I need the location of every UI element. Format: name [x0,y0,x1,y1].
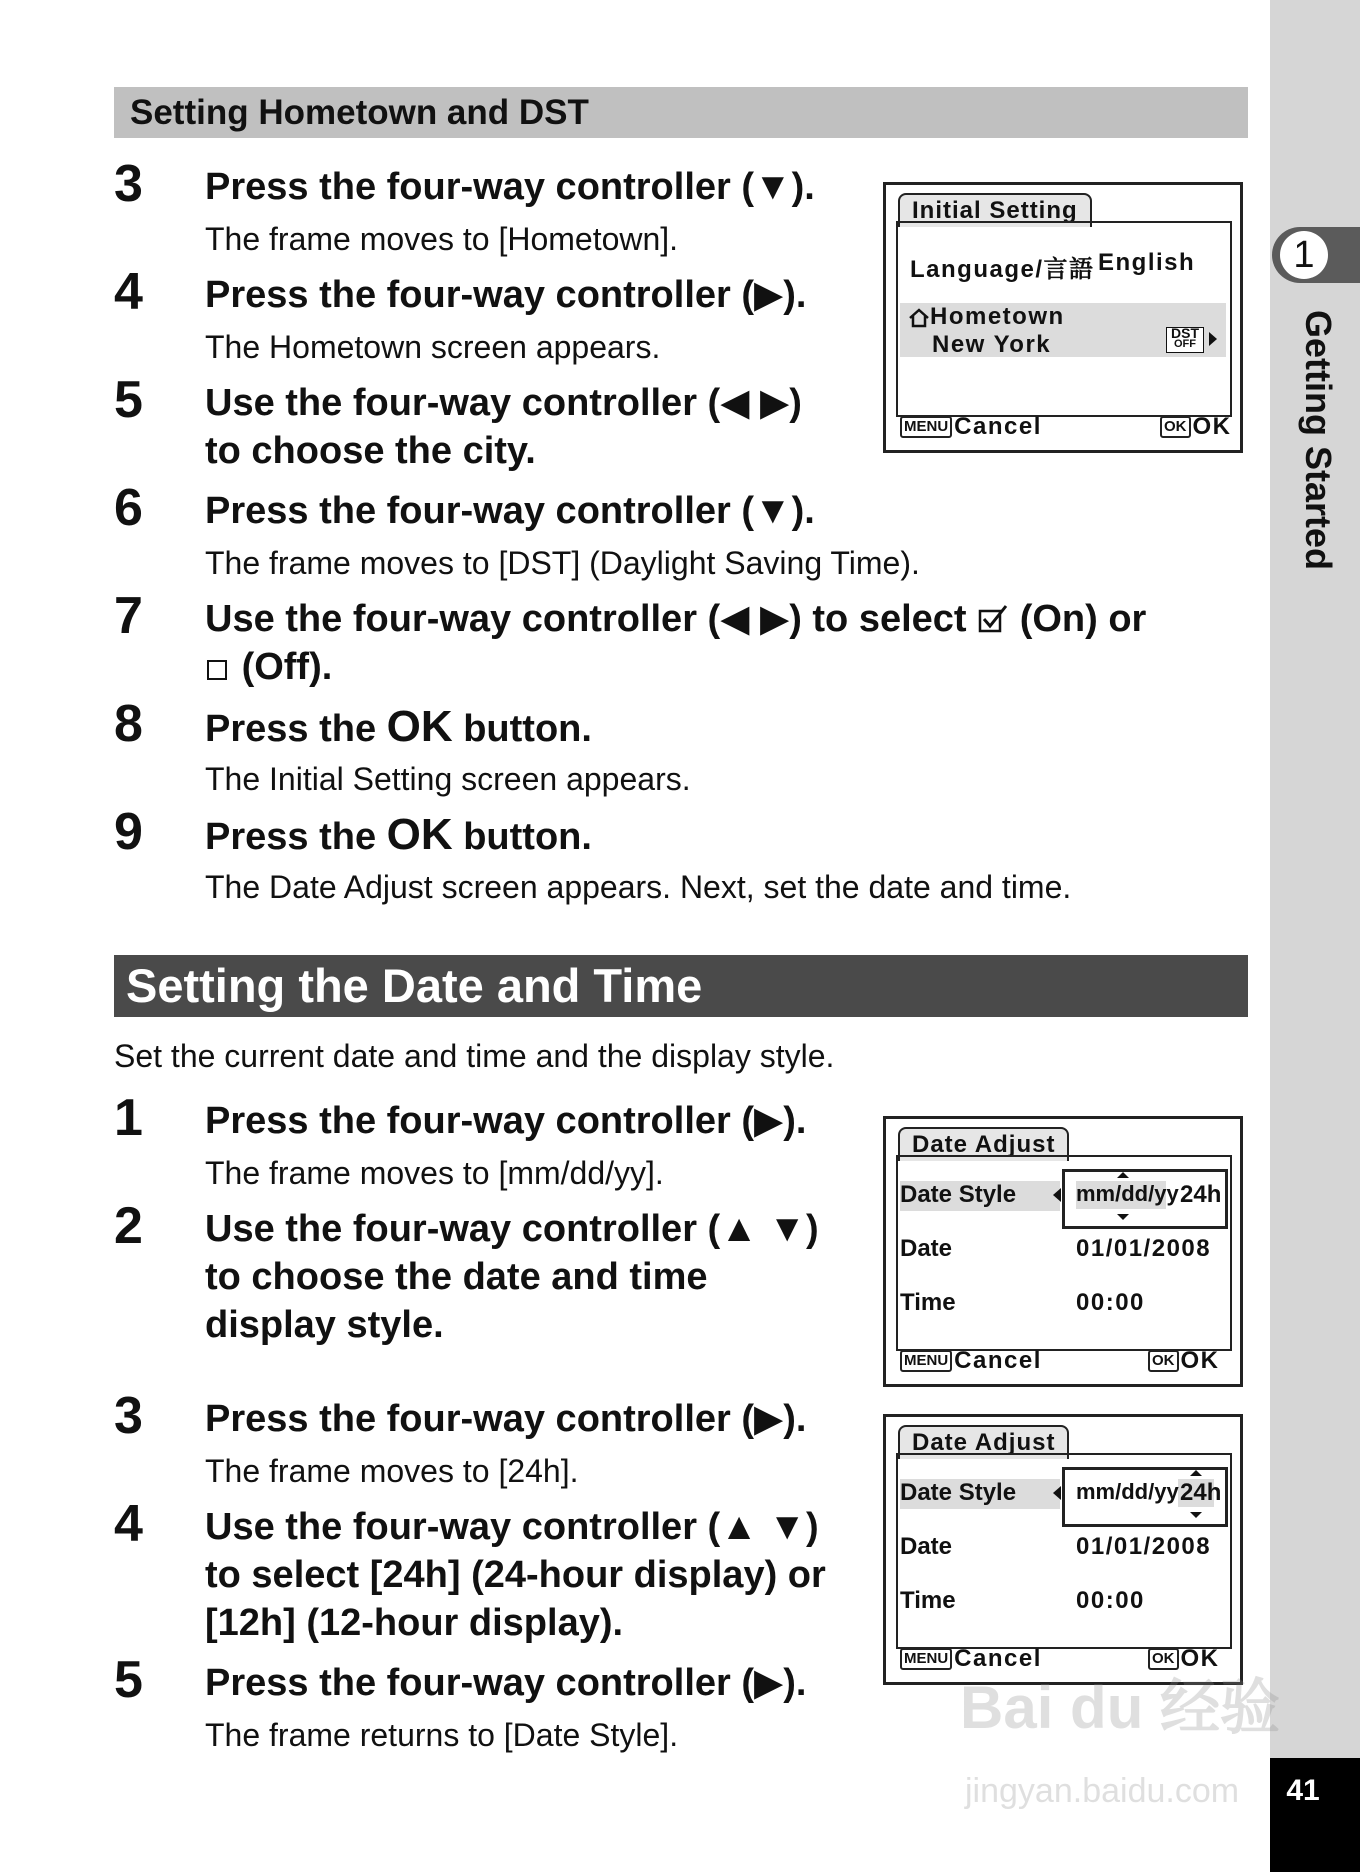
up-arrow-icon [1189,1469,1203,1477]
date-value: 01/01/2008 [1076,1235,1212,1262]
cancel-hint: MENU Cancel [900,1347,1042,1375]
ok-hint: OK OK [1160,413,1232,441]
time-value: 00:00 [1076,1289,1145,1316]
step-title: Press the four-way controller (▶). [205,1662,807,1704]
step-description: The Date Adjust screen appears. Next, set the date and time. [205,869,1072,905]
home-icon [908,307,930,329]
step-title: Use the four-way controller (▲ ▼) [205,1208,819,1250]
step-number: 5 [114,1651,143,1709]
clock-value: 24h [1180,1479,1222,1506]
step-number: 7 [114,587,143,645]
left-arrow-icon [1052,1485,1062,1501]
up-arrow-icon [1116,1171,1130,1179]
step-number: 3 [114,155,143,213]
time-value: 00:00 [1076,1587,1145,1614]
step-number: 8 [114,695,143,753]
step-title: Press the four-way controller (▶). [205,1398,807,1440]
menu-key-icon: MENU [900,1648,952,1670]
date-style-label: Date Style [900,1479,1017,1506]
section-header-hometown: Setting Hometown and DST [114,87,1248,138]
down-arrow-icon [1116,1213,1130,1221]
menu-key-icon: MENU [900,416,952,438]
step-title-continued: (Off). [205,643,332,691]
style-value: mm/dd/yy [1076,1181,1179,1206]
chapter-number: 1 [1280,231,1328,279]
step-title: Press the four-way controller (▼). [205,490,815,532]
step-title: Press the OK button. [205,702,592,751]
section-header-date-time: Setting the Date and Time [114,955,1248,1017]
empty-box-icon [205,656,231,682]
step-title-continued: to choose the city. [205,430,536,472]
step-title: Use the four-way controller (◀ ▶) [205,382,802,424]
step-number: 9 [114,803,143,861]
clock-value: 24h [1180,1181,1222,1208]
step-description: The Initial Setting screen appears. [205,761,691,797]
screen-tab: Date Adjust [898,1127,1069,1161]
language-value: English [1098,249,1196,276]
date-label: Date [900,1533,953,1560]
page-number-box [1270,1758,1360,1872]
right-arrow-icon [1208,331,1218,347]
ok-hint: OK OK [1148,1645,1220,1673]
left-arrow-icon [1052,1187,1062,1203]
step-title-continued: display style. [205,1304,444,1346]
time-label: Time [900,1587,956,1614]
dst-icon: DST OFF [1166,327,1204,353]
step-title: Press the four-way controller (▼). [205,166,815,208]
checked-box-icon [977,602,1009,634]
step-title-continued: [12h] (12-hour display). [205,1602,624,1644]
step-number: 2 [114,1197,143,1255]
chapter-badge [1272,227,1360,283]
step-number: 4 [114,1495,143,1553]
step-title: Press the four-way controller (▶). [205,274,807,316]
step-number: 5 [114,371,143,429]
ok-button-label: OK [386,702,453,751]
date-value: 01/01/2008 [1076,1533,1212,1560]
step-description: The Hometown screen appears. [205,329,661,365]
chapter-title: Getting Started [1298,310,1339,571]
cancel-hint: MENU Cancel [900,413,1042,441]
language-label: Language/言語 [910,256,1095,283]
screen-tab: Initial Setting [898,193,1092,227]
screen-tab: Date Adjust [898,1425,1069,1459]
ok-key-icon: OK [1148,1648,1179,1670]
style-value: mm/dd/yy [1076,1479,1179,1504]
initial-setting-screen [883,182,1243,453]
watermark-logo: Bai du 经验 [960,1674,1281,1741]
step-description: The frame moves to [mm/dd/yy]. [205,1155,664,1191]
step-description: The frame moves to [DST] (Daylight Saving Time). [205,545,920,581]
step-title: Use the four-way controller (▲ ▼) [205,1506,819,1548]
step-description: The frame moves to [Hometown]. [205,221,679,257]
cancel-hint: MENU Cancel [900,1645,1042,1673]
section-intro: Set the current date and time and the display style. [114,1038,835,1074]
step-title: Press the four-way controller (▶). [205,1100,807,1142]
hometown-value: New York [932,331,1052,358]
date-adjust-screen-style [883,1116,1243,1387]
date-adjust-screen-clock [883,1414,1243,1685]
ok-button-label: OK [386,810,453,859]
step-title: Press the OK button. [205,810,592,859]
page-number: 41 [1286,1774,1320,1807]
step-title: Use the four-way controller (◀ ▶) to select (On) or [205,598,1147,640]
watermark-url: jingyan.baidu.com [965,1772,1240,1810]
ok-hint: OK OK [1148,1347,1220,1375]
step-number: 6 [114,479,143,537]
step-description: The frame moves to [24h]. [205,1453,579,1489]
step-number: 4 [114,263,143,321]
step-number: 1 [114,1089,143,1147]
time-label: Time [900,1289,956,1316]
step-description: The frame returns to [Date Style]. [205,1717,679,1753]
date-label: Date [900,1235,953,1262]
down-arrow-icon [1189,1511,1203,1519]
step-title-continued: to select [24h] (24-hour display) or [205,1554,826,1596]
ok-key-icon: OK [1148,1350,1179,1372]
hometown-label: Hometown [930,303,1065,330]
menu-key-icon: MENU [900,1350,952,1372]
step-title-continued: to choose the date and time [205,1256,708,1298]
ok-key-icon: OK [1160,416,1191,438]
date-style-label: Date Style [900,1181,1017,1208]
step-number: 3 [114,1387,143,1445]
